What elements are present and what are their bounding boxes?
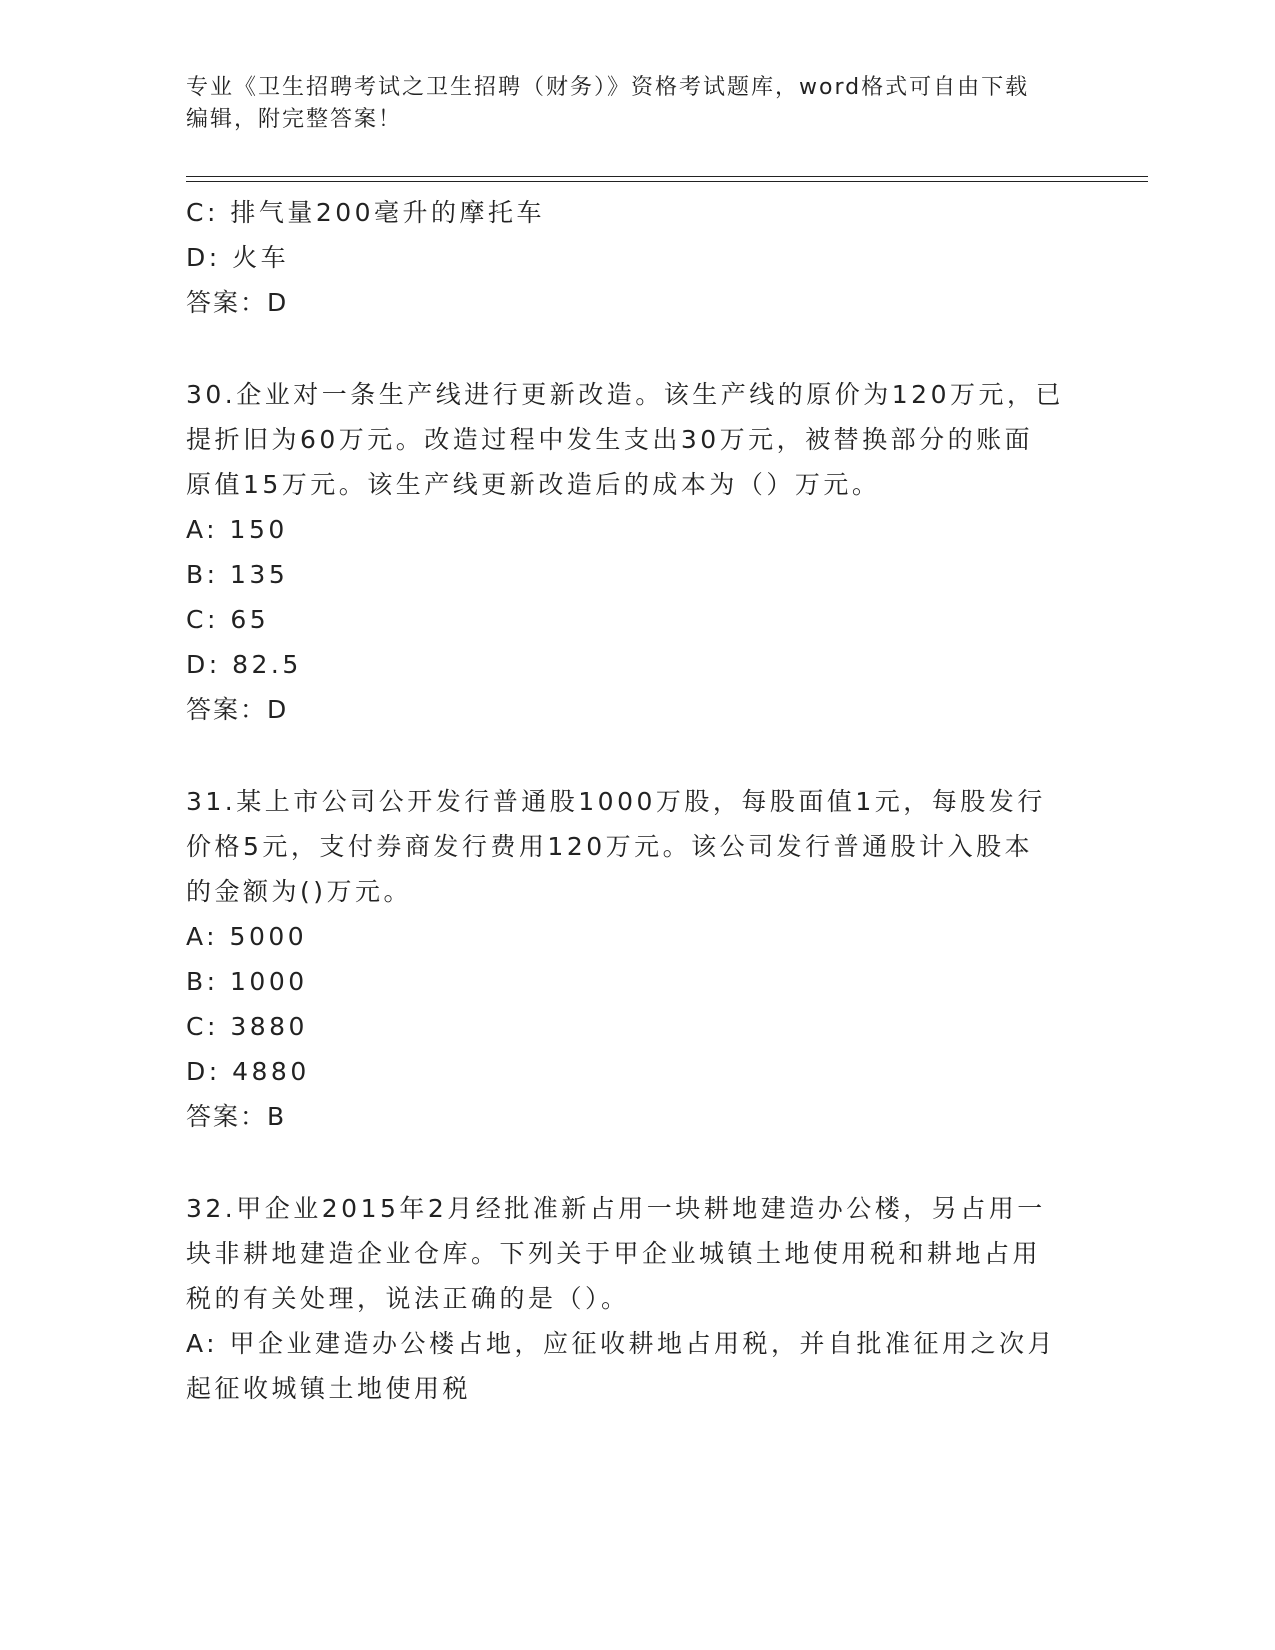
question-text-line: 价格5元，支付券商发行费用120万元。该公司发行普通股计入股本 [186, 832, 1034, 861]
option-c: C: 排气量200毫升的摩托车 [186, 198, 546, 227]
question-content [186, 190, 1066, 1411]
option-d: D: 82.5 [186, 650, 302, 679]
option-d: D: 火车 [186, 243, 290, 272]
answer: 答案：D [186, 288, 289, 317]
header-line-1: 专业《卫生招聘考试之卫生招聘（财务）》资格考试题库，word格式可自由下载 [186, 75, 1030, 100]
question-text-line: 提折旧为60万元。改造过程中发生支出30万元，被替换部分的账面 [186, 425, 1034, 454]
option-a-continued: 起征收城镇土地使用税 [186, 1374, 472, 1403]
question-text-line: 32.甲企业2015年2月经批准新占用一块耕地建造办公楼，另占用一 [186, 1194, 1046, 1223]
header-divider-top [186, 176, 1148, 177]
question-30 [186, 372, 1066, 732]
option-b: B: 135 [186, 560, 289, 589]
section-gap [186, 1139, 1066, 1186]
header-divider-bottom [186, 181, 1148, 182]
header-line-2: 编辑，附完整答案！ [186, 107, 403, 132]
question-32 [186, 1186, 1066, 1411]
option-a: A: 甲企业建造办公楼占地，应征收耕地占用税，并自批准征用之次月 [186, 1329, 1057, 1358]
prev-question [186, 190, 1066, 325]
question-text-line: 31.某上市公司公开发行普通股1000万股，每股面值1元，每股发行 [186, 787, 1046, 816]
question-text-line: 税的有关处理，说法正确的是（）。 [186, 1284, 630, 1313]
option-a: A: 150 [186, 515, 288, 544]
option-b: B: 1000 [186, 967, 308, 996]
option-c: C: 65 [186, 605, 270, 634]
document-header [186, 72, 1066, 136]
option-c: C: 3880 [186, 1012, 308, 1041]
question-text-line: 30.企业对一条生产线进行更新改造。该生产线的原价为120万元，已 [186, 380, 1064, 409]
question-text-line: 原值15万元。该生产线更新改造后的成本为（）万元。 [186, 470, 881, 499]
question-text-line: 的金额为()万元。 [186, 877, 413, 906]
answer: 答案：D [186, 695, 289, 724]
section-gap [186, 325, 1066, 372]
question-31 [186, 779, 1066, 1139]
option-a: A: 5000 [186, 922, 308, 951]
answer: 答案：B [186, 1102, 287, 1131]
option-d: D: 4880 [186, 1057, 310, 1086]
section-gap [186, 732, 1066, 779]
question-text-line: 块非耕地建造企业仓库。下列关于甲企业城镇土地使用税和耕地占用 [186, 1239, 1042, 1268]
